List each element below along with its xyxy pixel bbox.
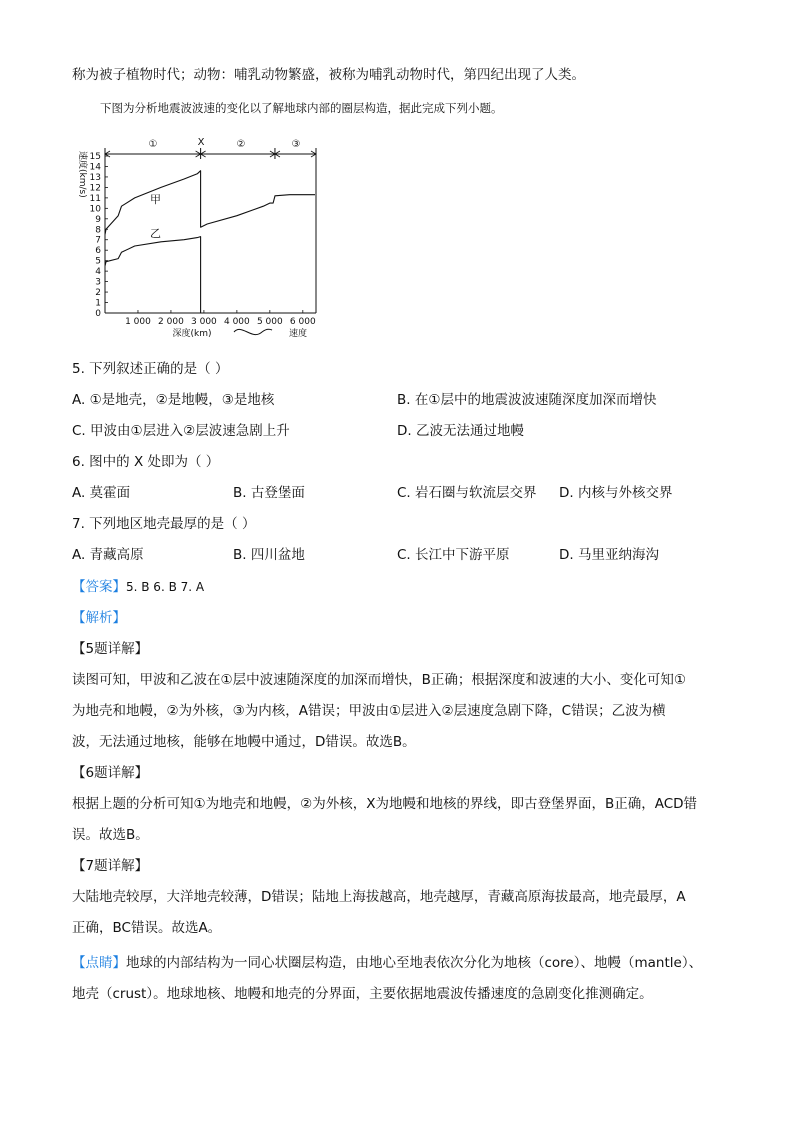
detail7-line-1: 大陆地壳较厚，大洋地壳较薄，D错误；陆地上海拔越高，地壳越厚，青藏高原海拔最高，地壳最厚，A — [72, 889, 686, 905]
q7-stem: 7. 下列地区地壳最厚的是（ ） — [72, 516, 256, 532]
y-tick-label: 0 — [95, 309, 101, 319]
seismic-chart — [72, 133, 332, 343]
tip-line-1 — [72, 954, 702, 972]
analysis-label: 【解析】 — [72, 610, 126, 626]
top-line: 称为被子植物时代；动物：哺乳动物繁盛，被称为哺乳动物时代，第四纪出现了人类。 — [72, 67, 585, 83]
zone-label-2: ② — [236, 139, 246, 150]
y-tick-label: 10 — [89, 204, 101, 215]
tip-text-1: 地球的内部结构为一同心状圈层构造，由地心至地表依次分化为地核（core）、地幔（mantle）、 — [126, 955, 703, 971]
detail5-line-2: 为地壳和地幔，②为外核，③为内核，A错误；甲波由①层进入②层速度急剧下降，C错误；乙波为横 — [72, 703, 666, 719]
y-tick-label: 9 — [95, 214, 101, 225]
q7-option-d: D. 马里亚纳海沟 — [559, 547, 659, 563]
x-tick-label: 4 000 — [223, 317, 250, 327]
q7-option-c: C. 长江中下游平原 — [397, 547, 510, 563]
zone-label-x: X — [197, 137, 205, 148]
zone-label-3: ③ — [291, 139, 301, 150]
detail6-title: 【6题详解】 — [72, 765, 149, 781]
q6-option-d: D. 内核与外核交界 — [559, 485, 673, 501]
x-tick-label: 3 000 — [191, 317, 217, 327]
q7-option-b: B. 四川盆地 — [233, 547, 305, 563]
q7-option-a: A. 青藏高原 — [72, 547, 144, 563]
y-tick-label: 8 — [95, 225, 101, 236]
detail5-title: 【5题详解】 — [72, 641, 149, 657]
y-tick-label: 4 — [95, 267, 101, 278]
y-tick-label: 6 — [95, 246, 101, 257]
y-tick-label: 5 — [95, 256, 101, 267]
figure-intro: 下图为分析地震波波速的变化以了解地球内部的圈层构造，据此完成下列小题。 — [100, 101, 503, 115]
x-tick-label: 1 000 — [125, 317, 151, 327]
detail5-line-3: 波，无法通过地核，能够在地幔中通过，D错误。故选B。 — [72, 734, 416, 750]
series-line-yi — [105, 237, 201, 313]
tip-label: 【点睛】 — [72, 955, 126, 971]
y-axis-label: 速度(km/s) — [77, 151, 87, 198]
series-line-jia — [105, 171, 315, 235]
chart-axes — [90, 148, 316, 327]
answer-line — [72, 578, 204, 596]
detail5-line-1: 读图可知，甲波和乙波在①层中波速随深度的加深而增快，B正确；根据深度和波速的大小、变化可知① — [72, 672, 686, 688]
series-label-jia: 甲 — [150, 193, 161, 206]
y-tick-label: 3 — [95, 277, 101, 288]
q6-stem: 6. 图中的 X 处即为（ ） — [72, 454, 220, 470]
series-label-yi: 乙 — [150, 227, 161, 240]
q5-option-a: A. ①是地壳，②是地幔，③是地核 — [72, 392, 275, 408]
x-tick-label: 2 000 — [158, 317, 184, 327]
answer-label: 【答案】 — [72, 579, 126, 595]
legend-label: 速度 — [288, 329, 308, 339]
y-tick-label: 7 — [95, 235, 101, 246]
answer-text: 5. B 6. B 7. A — [126, 580, 205, 594]
q5-stem: 5. 下列叙述正确的是（ ） — [72, 361, 229, 377]
y-tick-label: 15 — [89, 152, 101, 162]
tip-line-2: 地壳（crust）。地球地核、地幔和地壳的分界面，主要依据地震波传播速度的急剧变化推测确定。 — [72, 986, 653, 1002]
detail7-line-2: 正确，BC错误。故选A。 — [72, 920, 222, 936]
q5-option-d: D. 乙波无法通过地幔 — [397, 423, 524, 439]
legend-wave-icon — [234, 329, 272, 334]
x-axis-label: 深度(km) — [172, 329, 212, 339]
q6-option-c: C. 岩石圈与软流层交界 — [397, 485, 537, 501]
detail7-title: 【7题详解】 — [72, 858, 149, 874]
q6-option-a: A. 莫霍面 — [72, 485, 131, 501]
y-tick-label: 12 — [89, 183, 101, 194]
y-tick-label: 14 — [89, 162, 101, 173]
q5-option-b: B. 在①层中的地震波波速随深度加深而增快 — [397, 392, 657, 408]
x-tick-label: 6 000 — [289, 317, 316, 327]
q6-option-b: B. 古登堡面 — [233, 485, 305, 501]
detail6-line-2: 误。故选B。 — [72, 827, 149, 843]
y-tick-label: 2 — [95, 288, 101, 299]
x-tick-label: 5 000 — [256, 317, 283, 327]
y-tick-label: 11 — [89, 193, 101, 204]
y-tick-label: 13 — [89, 172, 101, 183]
detail6-line-1: 根据上题的分析可知①为地壳和地幔，②为外核，X为地幔和地核的界线，即古登堡界面，B正确，ACD错 — [72, 796, 698, 812]
zone-label-1: ① — [148, 139, 158, 150]
y-tick-label: 1 — [95, 298, 101, 309]
q5-option-c: C. 甲波由①层进入②层波速急剧上升 — [72, 423, 290, 439]
